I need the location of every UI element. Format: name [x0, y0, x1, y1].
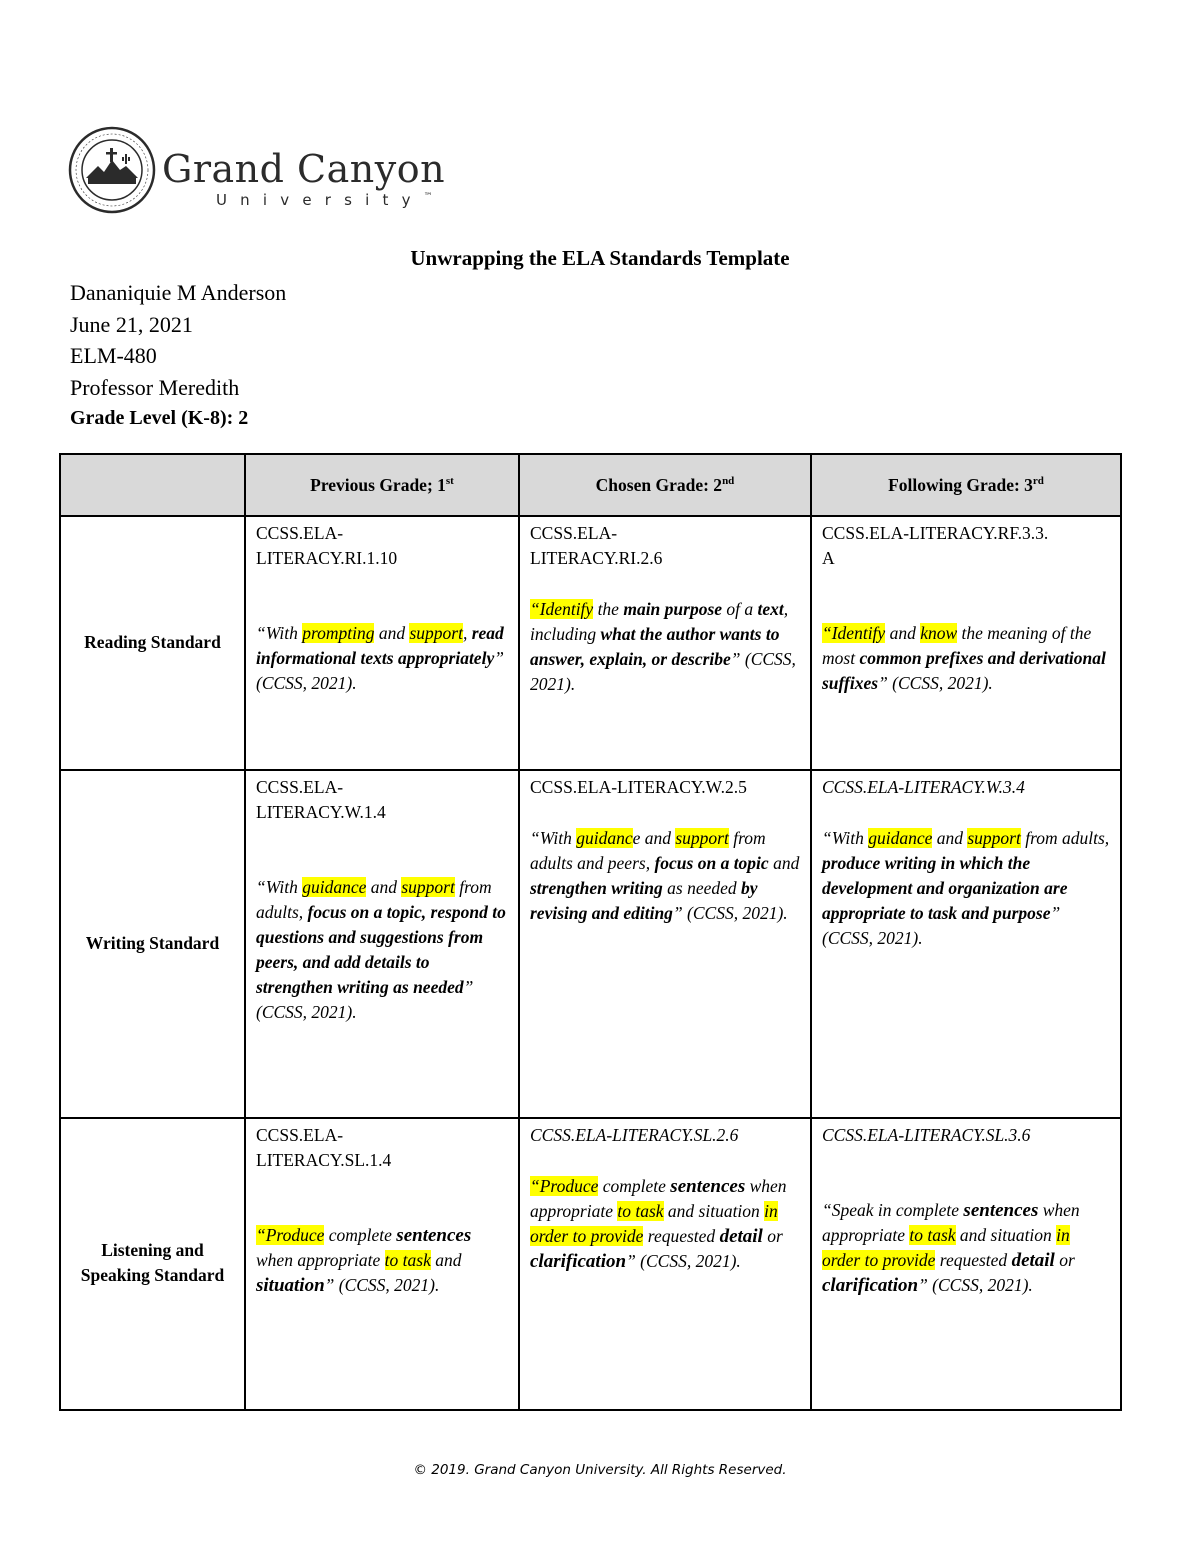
row-label-writing: Writing Standard	[60, 770, 245, 1118]
logo-subtitle: University™	[216, 191, 433, 209]
gcu-seal-icon	[68, 126, 156, 214]
copyright-footer: © 2019. Grand Canyon University. All Rights Reserved.	[413, 1462, 787, 1478]
standard-code: CCSS.ELA-LITERACY.SL.2.6	[530, 1125, 739, 1145]
cell-listening-chosen	[519, 1118, 811, 1410]
cell-writing-previous	[245, 770, 519, 1118]
header-empty-cell	[60, 454, 245, 516]
cell-reading-chosen	[519, 516, 811, 770]
standard-text: “Identify the main purpose of a text, including what the author wants to answer, explain, or describe” (CCSS, 2021).	[530, 599, 796, 694]
professor-name: Professor Meredith	[70, 374, 240, 400]
grade-level: Grade Level (K-8): 2	[70, 407, 249, 429]
standard-text: “Identify and know the meaning of the most common prefixes and derivational suffixes” (CCSS, 2021).	[822, 623, 1106, 693]
standards-table	[59, 453, 1122, 1411]
row-label-reading: Reading Standard	[60, 516, 245, 770]
header-following-grade: Following Grade: 3rd	[811, 454, 1121, 516]
standard-text: “With guidance and support from adults, produce writing in which the development and organization are appropriate to task and purpose” (CCSS, 2021).	[822, 828, 1110, 948]
standard-code: CCSS.ELA- LITERACY.W.1.4	[256, 777, 386, 822]
cell-listening-following	[811, 1118, 1121, 1410]
cell-listening-previous	[245, 1118, 519, 1410]
standard-code: CCSS.ELA- LITERACY.RI.1.10	[256, 523, 398, 568]
document-date: June 21, 2021	[70, 311, 193, 337]
standard-text: “Produce complete sentences when appropriate to task and situation” (CCSS, 2021).	[256, 1225, 472, 1296]
student-info	[70, 277, 286, 435]
table-row	[60, 1118, 1121, 1410]
logo-wordmark: Grand Canyon	[162, 147, 446, 191]
header-previous-grade: Previous Grade; 1st	[245, 454, 519, 516]
standard-text: “With guidance and support from adults, focus on a topic, respond to questions and suggestions from peers, and add details to strengthen writing as needed” (CCSS, 2021).	[256, 877, 506, 1022]
standard-text: “With guidance and support from adults and peers, focus on a topic and strengthen writing as needed by revising and editing” (CCSS, 2021).	[530, 828, 800, 923]
standard-code: CCSS.ELA- LITERACY.RI.2.6	[530, 523, 663, 568]
cell-writing-chosen	[519, 770, 811, 1118]
document-title: Unwrapping the ELA Standards Template	[410, 246, 790, 270]
standard-code: CCSS.ELA-LITERACY.W.2.5	[530, 777, 747, 797]
cell-writing-following	[811, 770, 1121, 1118]
standard-text: “Speak in complete sentences when appropriate to task and situation in order to provide requested detail or clarification” (CCSS, 2021).	[822, 1200, 1080, 1296]
standard-text: “Produce complete sentences when appropriate to task and situation in order to provide requested detail or clarification” (CCSS, 2021).	[530, 1176, 787, 1272]
gcu-logo	[68, 126, 468, 218]
cell-reading-following	[811, 516, 1121, 770]
course-code: ELM-480	[70, 343, 157, 368]
student-name: Dananiquie M Anderson	[70, 280, 287, 305]
standard-text: “With prompting and support, read informational texts appropriately” (CCSS, 2021).	[256, 623, 504, 693]
standard-code: CCSS.ELA- LITERACY.SL.1.4	[256, 1125, 392, 1170]
table-row	[60, 770, 1121, 1118]
table-header-row	[60, 454, 1121, 516]
header-chosen-grade: Chosen Grade: 2nd	[519, 454, 811, 516]
standard-code: CCSS.ELA-LITERACY.SL.3.6	[822, 1125, 1031, 1145]
row-label-listening-speaking: Listening and Speaking Standard	[60, 1118, 245, 1410]
standard-code: CCSS.ELA-LITERACY.W.3.4	[822, 777, 1025, 797]
standard-code: CCSS.ELA-LITERACY.RF.3.3. A	[822, 523, 1049, 568]
table-row	[60, 516, 1121, 770]
cell-reading-previous	[245, 516, 519, 770]
